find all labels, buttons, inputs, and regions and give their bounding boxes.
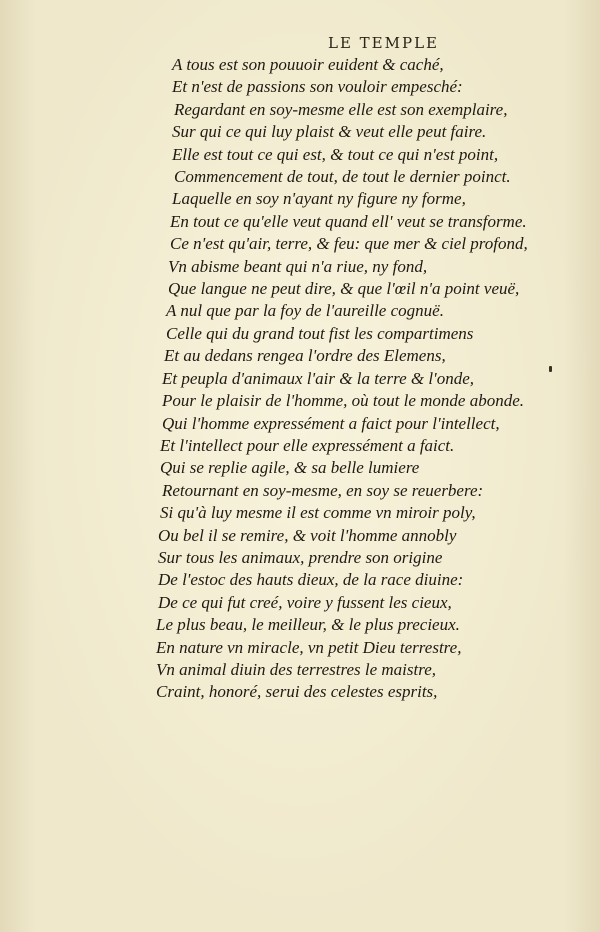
verse-line: Craint, honoré, serui des celestes esprits, — [156, 682, 438, 702]
running-head: LE TEMPLE — [328, 34, 439, 52]
margin-ink-mark — [549, 366, 552, 372]
verse-line: Et peupla d'animaux l'air & la terre & l'onde, — [162, 368, 474, 388]
verse-line: Commencement de tout, de tout le dernier poinct. — [174, 167, 511, 187]
verse-line: Qui l'homme expressément a faict pour l'intellect, — [162, 413, 500, 433]
verse-line: Qui se replie agile, & sa belle lumiere — [160, 458, 420, 478]
verse-line: Sur tous les animaux, prendre son origine — [158, 547, 443, 567]
verse-line: Elle est tout ce qui est, & tout ce qui n'est point, — [172, 144, 499, 164]
verse-line: A tous est son pouuoir euident & caché, — [172, 55, 444, 74]
verse-line: Sur qui ce qui luy plaist & veut elle peut faire. — [172, 122, 487, 142]
verse-line: A nul que par la foy de l'aureille cognuë. — [166, 301, 444, 321]
verse-line: Laquelle en soy n'ayant ny figure ny forme, — [172, 189, 466, 209]
verse-line: De ce qui fut creé, voire y fussent les cieux, — [158, 592, 452, 612]
verse-line: Que langue ne peut dire, & que l'œil n'a point veuë, — [168, 279, 520, 299]
verse-line: Le plus beau, le meilleur, & le plus precieux. — [156, 615, 460, 635]
poem-text — [156, 54, 576, 704]
verse-line: Retournant en soy-mesme, en soy se reuerbere: — [162, 480, 484, 500]
verse-line: Ou bel il se remire, & voit l'homme annobly — [158, 525, 457, 545]
verse-line: En tout ce qu'elle veut quand ell' veut se transforme. — [170, 211, 527, 231]
verse-line: Si qu'à luy mesme il est comme vn miroir poly, — [160, 503, 476, 523]
verse-line: Et au dedans rengea l'ordre des Elemens, — [164, 346, 446, 366]
verse-line: Et n'est de passions son vouloir empesché: — [172, 77, 463, 97]
verse-line: De l'estoc des hauts dieux, de la race diuine: — [158, 570, 464, 590]
verse-line: Regardant en soy-mesme elle est son exemplaire, — [174, 99, 508, 119]
verse-line: Celle qui du grand tout fist les compartimens — [166, 323, 474, 343]
verse-line: Ce n'est qu'air, terre, & feu: que mer & ciel profond, — [170, 234, 528, 254]
verse-line: En nature vn miracle, vn petit Dieu terrestre, — [156, 637, 462, 657]
verse-line: Vn abisme beant qui n'a riue, ny fond, — [168, 256, 428, 276]
verse-line: Et l'intellect pour elle expressément a faict. — [160, 435, 455, 455]
verse-line: Vn animal diuin des terrestres le maistre, — [156, 659, 437, 679]
verse-line: Pour le plaisir de l'homme, où tout le monde abonde. — [162, 391, 525, 411]
